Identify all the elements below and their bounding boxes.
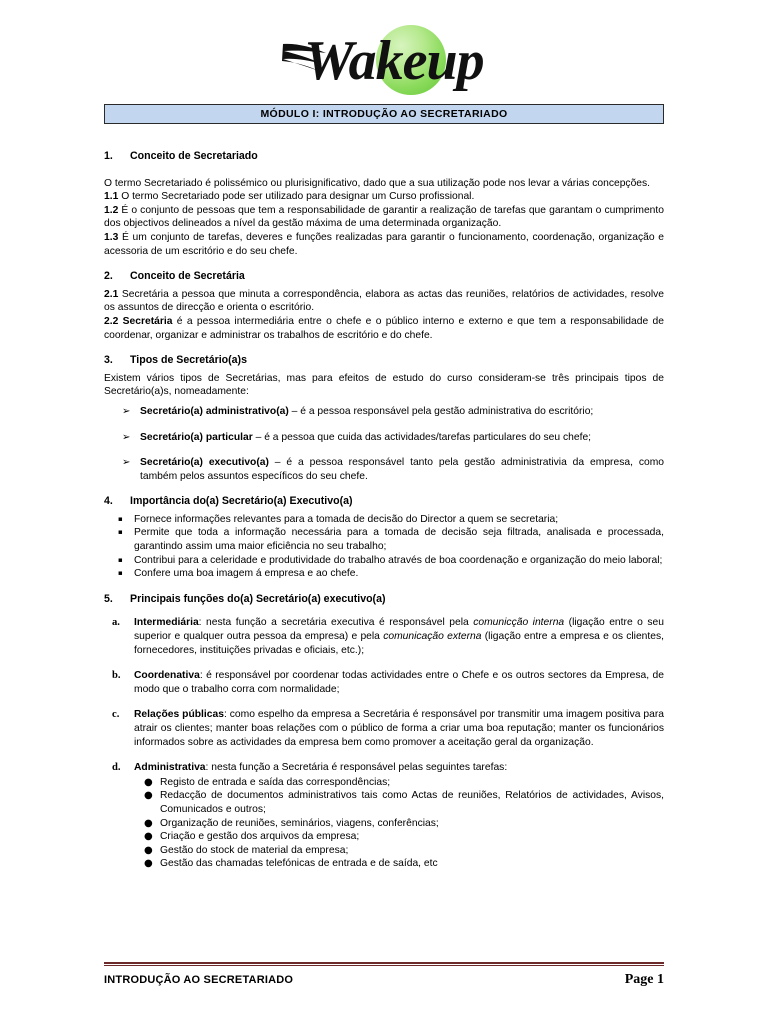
list-item-t1: : nesta função a secretária executiva é responsável pela [198, 617, 474, 629]
list-item [134, 857, 664, 871]
item-2-2-text: é a pessoa intermediária entre o chefe e o público interno e externo e que tem a responsabilidade de coordenar, organizar e administrar os trabalhos de escritório e do chefe. [104, 315, 664, 341]
list-item [104, 526, 664, 553]
dot-bullet-icon: ● [144, 844, 153, 856]
section-heading-4 [104, 495, 664, 509]
footer-rule-thin [104, 965, 664, 966]
list-item-inline [134, 762, 507, 773]
section-heading-3 [104, 354, 664, 368]
list-item [104, 431, 664, 445]
list-item-t2: (ligação entre o seu superior e qualquer outra pessoa da empresa) e pela [134, 617, 664, 643]
item-1-2 [104, 204, 664, 231]
list-item [104, 669, 664, 696]
section-3-intro: Existem vários tipos de Secretárias, mas para efeitos de estudo do curso consideram-se três principais tipos de Secretário(a)s, nomeadamente: [104, 372, 664, 398]
list-item-marker: c. [112, 709, 120, 721]
footer-title: INTRODUÇÃO AO SECRETARIADO [104, 974, 294, 986]
item-2-1-text: Secretária a pessoa que minuta a correspondência, elabora as actas das reuniões, relatórios de actividades, resolve os assuntos de direcção e orienta o escritório. [104, 288, 664, 314]
list-item-text: Registo de entrada e saída das correspondências; [160, 776, 391, 788]
section-5-list [104, 616, 664, 871]
list-item [134, 776, 664, 790]
list-item-text [134, 616, 664, 657]
list-item-marker: a. [112, 617, 120, 629]
item-2-2-lead: Secretária [122, 315, 173, 327]
item-2-2 [104, 315, 664, 342]
list-item [104, 456, 664, 483]
section-5d-sublist [134, 776, 664, 871]
section-heading-1 [104, 150, 664, 164]
section-title-2: Conceito de Secretária [130, 270, 245, 283]
list-item-text: Organização de reuniões, seminários, viagens, conferências; [160, 817, 439, 829]
module-title-bar: MÓDULO I: INTRODUÇÃO AO SECRETARIADO [104, 104, 664, 124]
list-item-marker: d. [112, 762, 121, 774]
section-4-list [104, 513, 664, 581]
list-item-text: Gestão do stock de material da empresa; [160, 844, 349, 856]
list-item-text [140, 431, 664, 445]
section-heading-2 [104, 270, 664, 284]
list-item-text: Gestão das chamadas telefónicas de entrada e de saída, etc [160, 858, 438, 870]
item-1-1-text: O termo Secretariado pode ser utilizado para designar um Curso profissional. [121, 191, 475, 203]
list-item-t1: : como espelho da empresa a Secretária é responsável por transmitir uma imagem positiva para atrair os clientes; manter boas relações com o público de forma a criar uma boa reputação; manter os funcionários informados sobre as actividades da empresa bem como promover a aceitação geral da organização. [134, 709, 664, 748]
list-item-t3: (ligação entre a empresa e os clientes, fornecedores, instituições privadas e oficiais, etc.); [134, 631, 664, 656]
list-item [134, 830, 664, 844]
list-item [104, 761, 664, 871]
section-number-2: 2. [104, 270, 113, 283]
square-bullet-icon: ▪ [118, 528, 123, 537]
dot-bullet-icon: ● [144, 858, 153, 870]
list-item-lead: Relações públicas [134, 709, 224, 721]
list-item-text: Fornece informações relevantes para a tomada de decisão do Director a quem se secretaria; [134, 513, 559, 525]
document-body [104, 124, 664, 871]
logo-wordmark: Wakeup [304, 30, 484, 92]
section-number-1: 1. [104, 150, 113, 162]
list-item-t1: : nesta função a Secretária é responsável pelas seguintes tarefas: [205, 762, 508, 774]
section-3-list [104, 405, 664, 483]
footer-page-number: Page 1 [624, 972, 664, 987]
list-item-rest: – é a pessoa responsável pela gestão administrativa do escritório; [288, 405, 594, 417]
item-2-1-number: 2.1 [104, 288, 119, 300]
list-item [104, 567, 664, 581]
list-item-lead: Secretário(a) executivo(a) [140, 457, 269, 469]
dot-bullet-icon: ● [144, 831, 153, 843]
section-heading-5 [104, 593, 664, 607]
list-item-text: Criação e gestão dos arquivos da empresa; [160, 831, 360, 843]
item-2-1 [104, 288, 664, 315]
section-title-3: Tipos de Secretário(a)s [130, 354, 247, 367]
item-1-2-number: 1.2 [104, 204, 119, 216]
list-item-lead: Secretário(a) particular [140, 431, 253, 443]
logo-header [0, 0, 768, 104]
dot-bullet-icon: ● [144, 776, 153, 788]
footer-row [104, 972, 664, 988]
list-item-text [134, 708, 664, 749]
list-item-t1: : é responsável por coordenar todas actividades entre o Chefe e os outros sectores da Empresa, de modo que o trabalho corra com normalidade; [134, 670, 664, 695]
item-1-1-number: 1.1 [104, 191, 119, 203]
item-1-3-number: 1.3 [104, 231, 119, 243]
list-item-marker: b. [112, 670, 121, 682]
section-number-5: 5. [104, 592, 113, 605]
list-item-text: Redacção de documentos administrativos tais como Actas de reuniões, Relatórios de actividades, Avisos, Comunicados e outros; [160, 790, 664, 815]
item-1-3 [104, 231, 664, 258]
section-1-intro: O termo Secretariado é polissémico ou plurisignificativo, dado que a sua utilização pode nos levar a várias concepções. [104, 177, 651, 189]
section-number-3: 3. [104, 354, 113, 367]
list-item-text: Confere uma boa imagem á empresa e ao chefe. [134, 568, 359, 580]
list-item [104, 554, 664, 568]
square-bullet-icon: ▪ [118, 569, 123, 578]
item-1-1 [104, 190, 664, 204]
list-item-text [134, 669, 664, 696]
item-1-2-text: É o conjunto de pessoas que tem a responsabilidade de garantir a realização de tarefas que garantam o cumprimento dos objectivos delineados a nível da gestão máxima de uma determinada organização. [104, 204, 664, 230]
list-item-lead: Administrativa [134, 762, 206, 774]
list-item [104, 708, 664, 749]
list-item [104, 513, 664, 527]
list-item [134, 817, 664, 831]
list-item-rest: – é a pessoa responsável tanto pela gestão administrativia da empresa, como também pelos assuntos específicos do seu chefe. [140, 457, 664, 482]
footer-rule-thick [104, 962, 664, 964]
list-item [134, 844, 664, 858]
list-item-text [134, 761, 664, 871]
list-item [134, 789, 664, 816]
list-item-it2: comunicação externa [383, 631, 482, 643]
arrow-bullet-icon: ➢ [122, 457, 131, 469]
list-item-text: Contribui para a celeridade e produtividade do trabalho através de boa coordenação e organização do meio laboral; [134, 554, 663, 566]
square-bullet-icon: ▪ [118, 514, 123, 523]
page-footer [104, 962, 664, 988]
section-number-4: 4. [104, 495, 113, 508]
item-2-2-number: 2.2 [104, 315, 119, 327]
list-item-lead: Coordenativa [134, 670, 200, 682]
list-item-text [140, 405, 664, 419]
section-title-1: Conceito de Secretariado [130, 150, 258, 162]
square-bullet-icon: ▪ [118, 555, 123, 564]
list-item-lead: Intermediária [134, 617, 199, 629]
list-item-lead: Secretário(a) administrativo(a) [140, 405, 289, 417]
list-item [104, 405, 664, 419]
arrow-bullet-icon: ➢ [122, 431, 131, 443]
arrow-bullet-icon: ➢ [122, 405, 131, 417]
list-item-text [140, 456, 664, 483]
wakeup-logo [282, 22, 494, 104]
dot-bullet-icon: ● [144, 817, 153, 829]
dot-bullet-icon: ● [144, 790, 153, 802]
list-item-rest: – é a pessoa que cuida das actividades/tarefas particulares do seu chefe; [252, 431, 592, 443]
spacer [104, 168, 664, 177]
section-title-4: Importância do(a) Secretário(a) Executivo(a) [130, 495, 353, 508]
section-title-5: Principais funções do(a) Secretário(a) executivo(a) [130, 592, 386, 605]
list-item-text: Permite que toda a informação necessária para a tomada de decisão seja filtrada, analisada e processada, garantindo assim uma maior eficiência no seu trabalho; [134, 527, 664, 553]
list-item [104, 616, 664, 657]
item-1-3-text: É um conjunto de tarefas, deveres e funções realizadas para garantir o funcionamento, coordenação, organização e acessoria de um escritório e do seu chefe. [104, 231, 664, 257]
list-item-it1: comunicção interna [473, 617, 565, 629]
